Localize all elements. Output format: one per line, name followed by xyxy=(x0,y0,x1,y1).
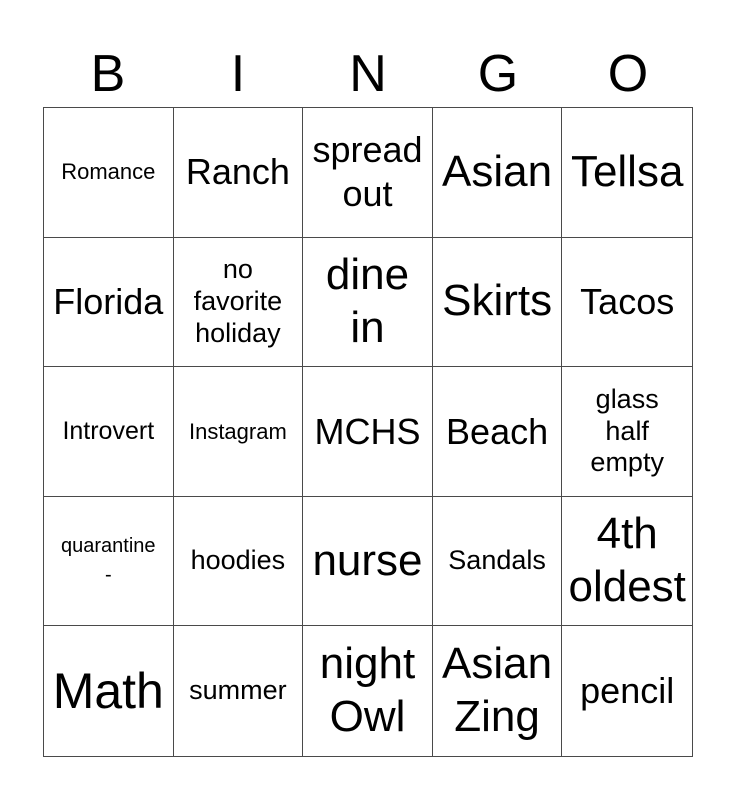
bingo-cell[interactable]: night Owl xyxy=(303,626,433,756)
bingo-cell[interactable]: 4th oldest xyxy=(562,497,692,627)
bingo-cell[interactable]: Ranch xyxy=(174,108,304,238)
bingo-cell[interactable]: spread out xyxy=(303,108,433,238)
header-letter-o: O xyxy=(607,45,649,103)
bingo-cell[interactable]: Romance xyxy=(44,108,174,238)
header-letter-n: N xyxy=(349,45,387,103)
bingo-cell[interactable]: Sandals xyxy=(433,497,563,627)
bingo-header xyxy=(43,42,693,106)
bingo-cell[interactable]: glass half empty xyxy=(562,367,692,497)
bingo-cell[interactable]: hoodies xyxy=(174,497,304,627)
bingo-cell[interactable]: Asian Zing xyxy=(433,626,563,756)
bingo-cell[interactable]: Introvert xyxy=(44,367,174,497)
bingo-cell[interactable]: nurse xyxy=(303,497,433,627)
bingo-cell[interactable]: Tellsa xyxy=(562,108,692,238)
bingo-cell[interactable]: no favorite holiday xyxy=(174,238,304,368)
bingo-cell[interactable]: Skirts xyxy=(433,238,563,368)
bingo-cell[interactable]: summer xyxy=(174,626,304,756)
bingo-cell[interactable]: Math xyxy=(44,626,174,756)
header-letter-g: G xyxy=(477,45,519,103)
bingo-cell[interactable]: pencil xyxy=(580,670,675,712)
bingo-cell[interactable]: Asian xyxy=(433,108,563,238)
bingo-board xyxy=(43,107,693,757)
bingo-cell[interactable]: Tacos xyxy=(562,238,692,368)
header-letter-b: B xyxy=(90,45,126,103)
bingo-cell[interactable]: dine in xyxy=(303,238,433,368)
header-letter-i: I xyxy=(230,45,246,103)
bingo-cell[interactable]: quarantine - xyxy=(44,497,174,627)
bingo-cell[interactable]: Instagram xyxy=(174,367,304,497)
bingo-cell[interactable]: MCHS xyxy=(303,367,433,497)
bingo-cell[interactable]: Beach xyxy=(433,367,563,497)
bingo-cell[interactable]: Florida xyxy=(44,238,174,368)
